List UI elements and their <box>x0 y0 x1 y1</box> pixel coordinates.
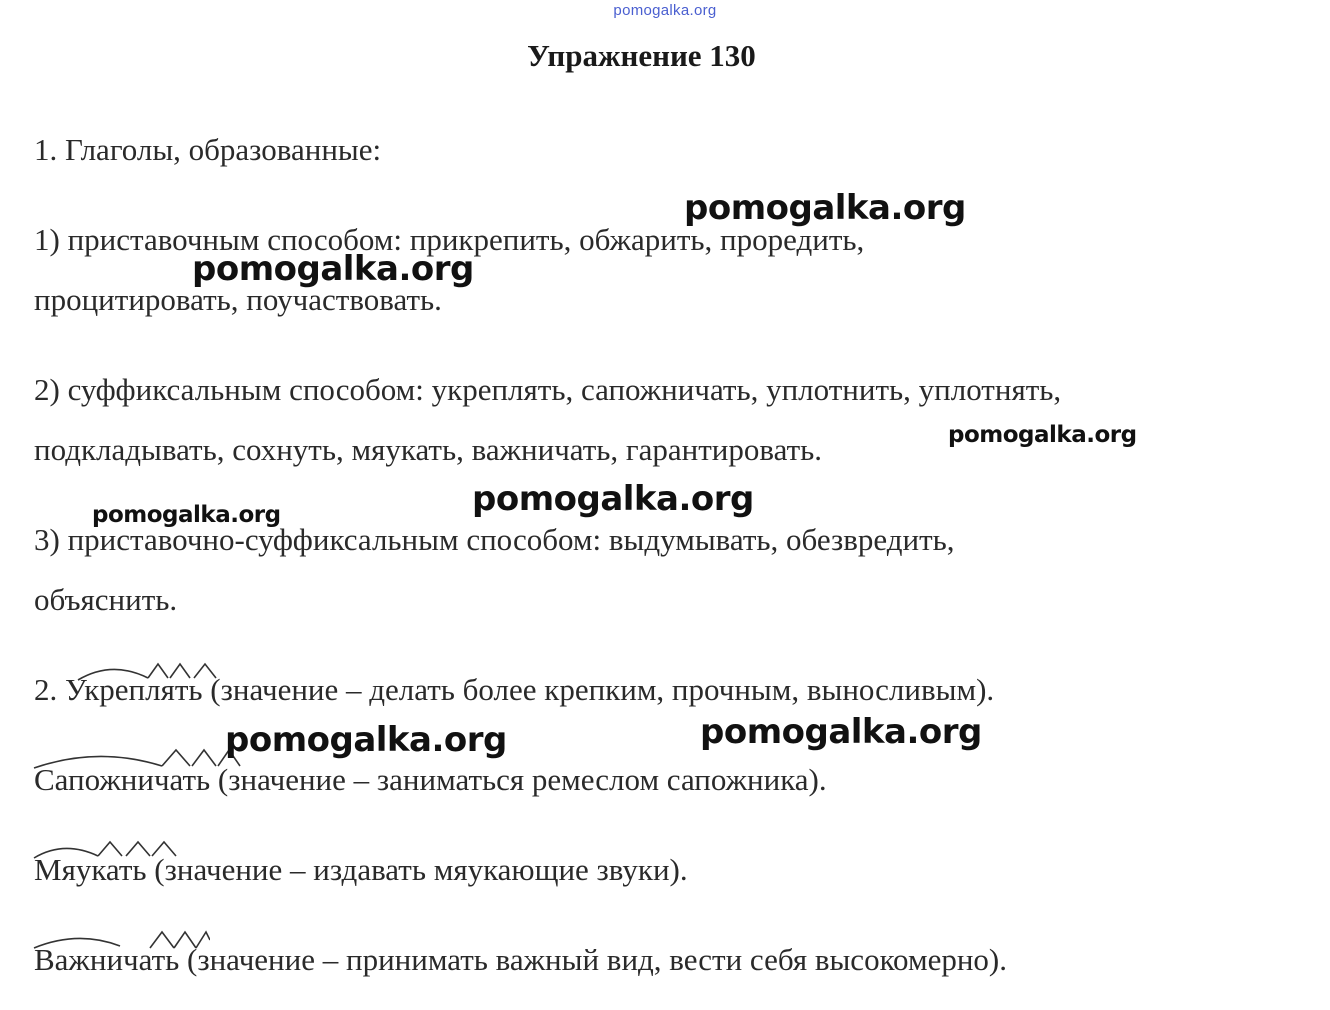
site-mark[interactable]: pomogalka.org <box>613 2 717 19</box>
text-line-9: Сапожничать (значение – заниматься ремеслом сапожника). <box>34 762 827 797</box>
watermark-text: pomogalka.org <box>684 188 966 228</box>
watermark-text: pomogalka.org <box>472 479 754 519</box>
text-line-7: объяснить. <box>34 582 178 617</box>
watermark-text: pomogalka.org <box>192 249 474 289</box>
text-line-8: 2. Укреплять (значение – делать более крепким, прочным, выносливым). <box>34 672 995 707</box>
text-line-3: процитировать, поучаствовать. <box>34 282 442 317</box>
text-line-5: подкладывать, сохнуть, мяукать, важничать, гарантировать. <box>34 432 823 467</box>
watermark-text: pomogalka.org <box>225 720 507 760</box>
text-line-6: 3) приставочно-суффиксальным способом: выдумывать, обезвредить, <box>34 522 955 557</box>
text-line-4: 2) суффиксальным способом: укреплять, сапожничать, уплотнить, уплотнять, <box>34 372 1062 407</box>
exercise-title: Упражнение 130 <box>527 38 756 73</box>
text-line-10: Мяукать (значение – издавать мяукающие звуки). <box>34 852 688 887</box>
text-line-2: 1) приставочным способом: прикрепить, обжарить, проредить, <box>34 222 865 257</box>
watermark-text: pomogalka.org <box>948 422 1137 448</box>
text-line-11: Важничать (значение – принимать важный вид, вести себя высокомерно). <box>34 942 1008 977</box>
watermark-text: pomogalka.org <box>92 502 281 528</box>
text-line-1: 1. Глаголы, образованные: <box>34 132 382 167</box>
watermark-text: pomogalka.org <box>700 712 982 752</box>
